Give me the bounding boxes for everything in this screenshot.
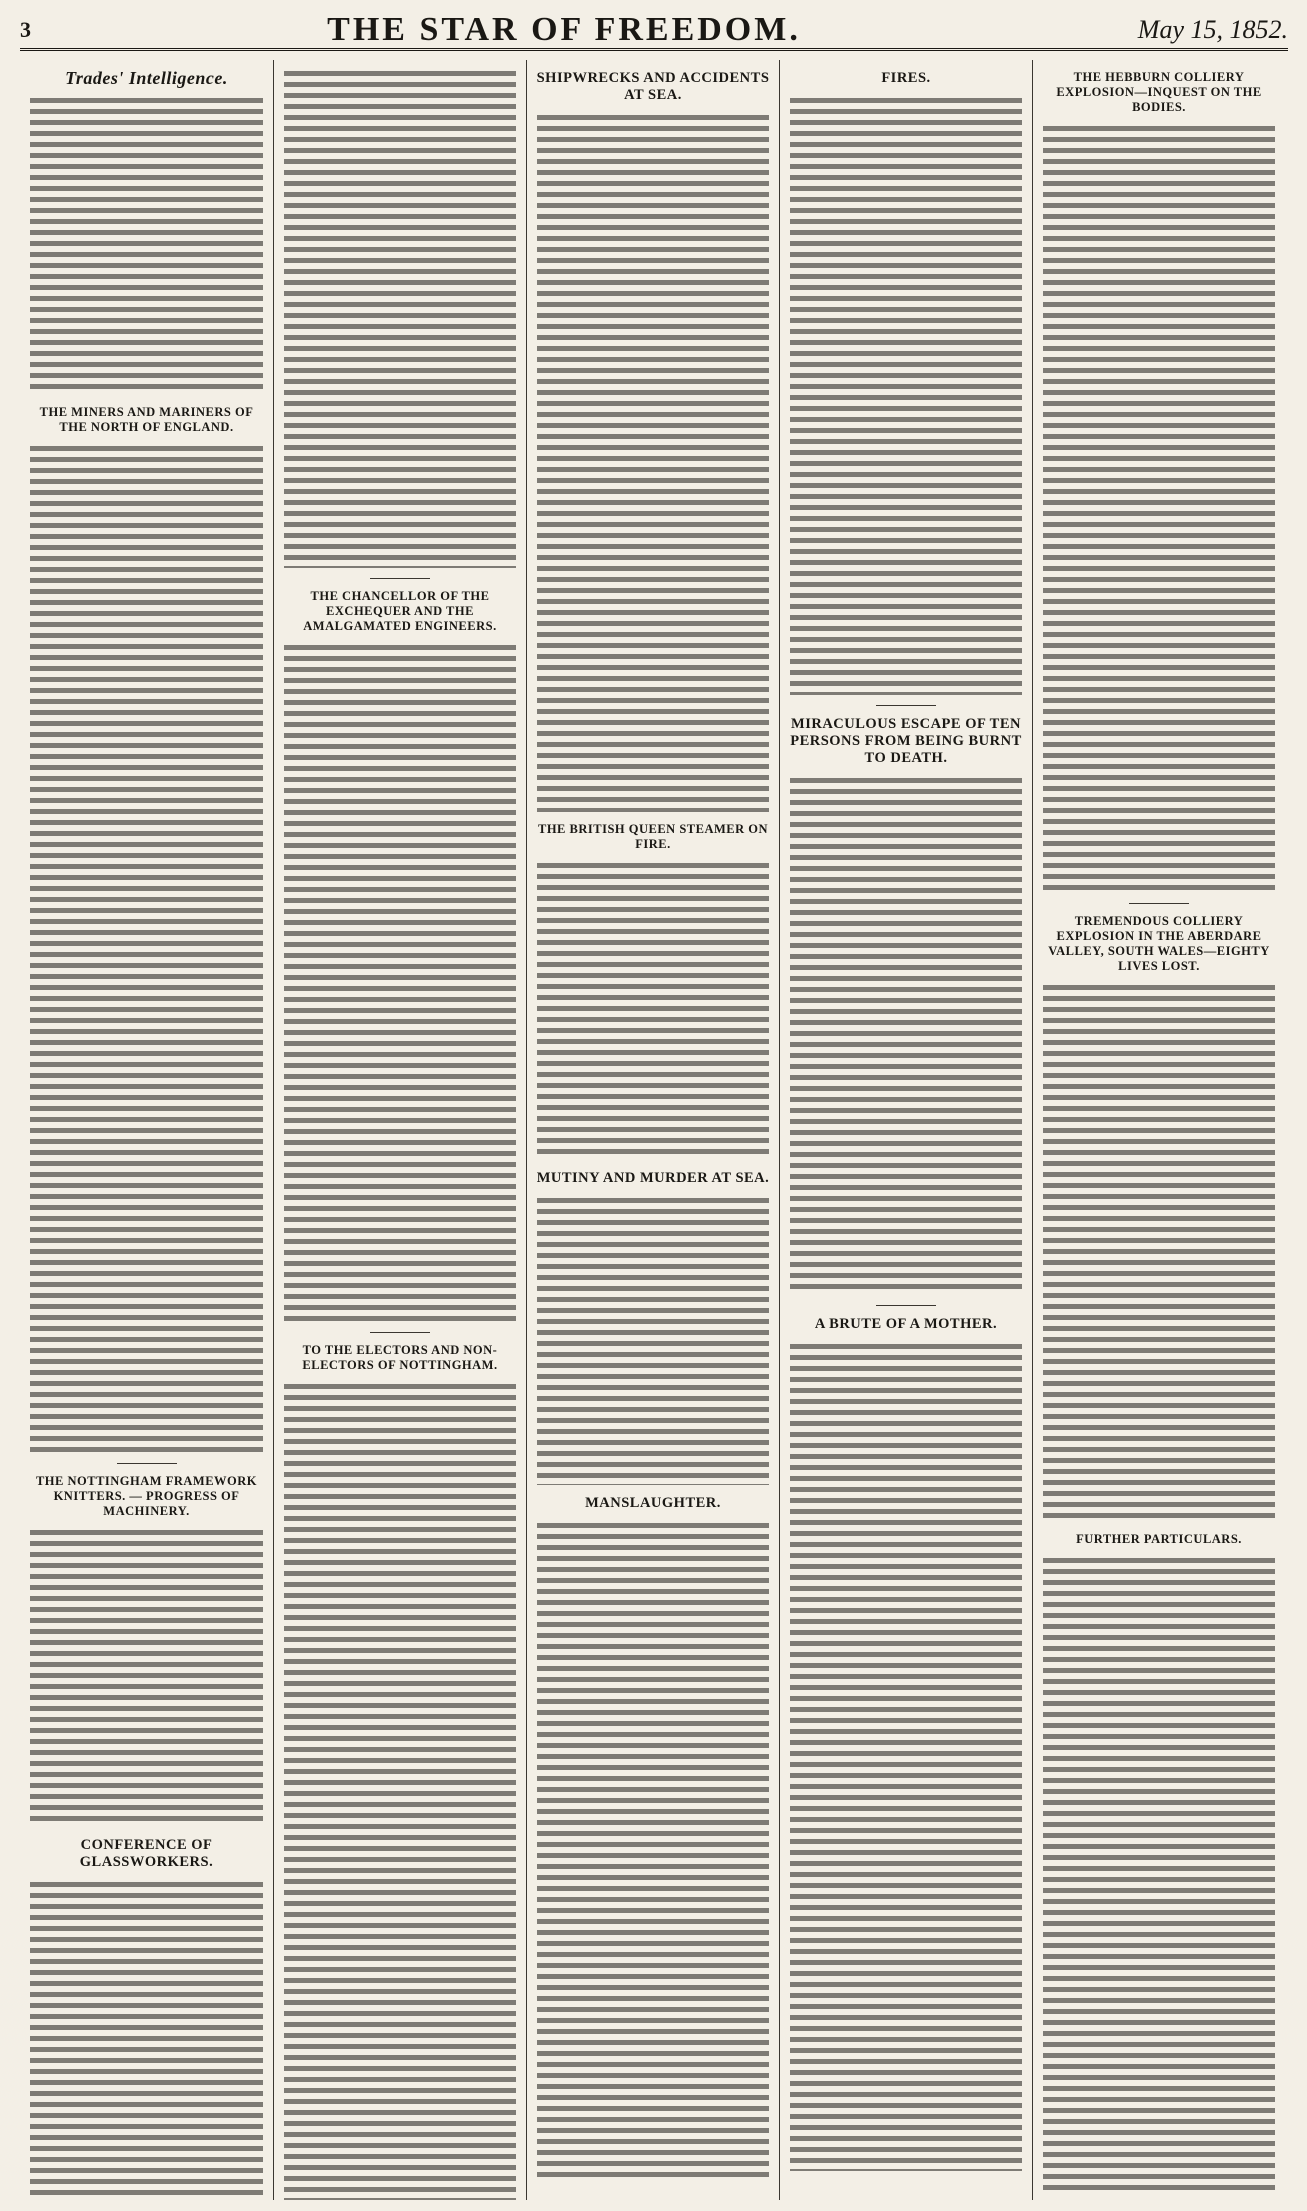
columns bbox=[20, 60, 1288, 2200]
divider bbox=[1129, 903, 1189, 904]
article-text bbox=[537, 112, 769, 812]
column-4 bbox=[779, 60, 1032, 2200]
page-number: 3 bbox=[20, 17, 31, 42]
divider bbox=[876, 705, 936, 706]
article-text bbox=[284, 642, 516, 1322]
masthead bbox=[20, 12, 1288, 51]
article-heading: MIRACULOUS ESCAPE OF TEN PERSONS FROM BEING BURNT TO DEATH. bbox=[790, 716, 1022, 766]
article-heading: TREMENDOUS COLLIERY EXPLOSION IN THE ABERDARE VALLEY, SOUTH WALES—EIGHTY LIVES LOST. bbox=[1048, 914, 1270, 973]
article-heading: MUTINY AND MURDER AT SEA. bbox=[536, 1170, 770, 1186]
newspaper-title: THE STAR OF FREEDOM. bbox=[327, 11, 801, 48]
column-1 bbox=[20, 60, 273, 2200]
article-heading: THE NOTTINGHAM FRAMEWORK KNITTERS. — PROGRESS OF MACHINERY. bbox=[35, 1474, 258, 1518]
article-text bbox=[790, 775, 1022, 1295]
article-text bbox=[30, 1879, 263, 2200]
article-text bbox=[537, 1195, 769, 1485]
article-text bbox=[1043, 982, 1275, 1522]
article-text bbox=[790, 1341, 1022, 2171]
divider bbox=[370, 578, 430, 579]
article-heading: SHIPWRECKS AND ACCIDENTS AT SEA. bbox=[536, 70, 770, 103]
article-text bbox=[30, 95, 263, 395]
article-heading: MANSLAUGHTER. bbox=[585, 1495, 721, 1511]
article-text bbox=[1043, 123, 1275, 893]
article-text bbox=[30, 443, 263, 1453]
article-heading: THE MINERS AND MARINERS OF THE NORTH OF ENGLAND. bbox=[39, 405, 254, 434]
article-heading: FURTHER PARTICULARS. bbox=[1076, 1532, 1242, 1546]
article-text bbox=[284, 68, 516, 568]
article-heading: TO THE ELECTORS AND NON-ELECTORS OF NOTTINGHAM. bbox=[302, 1343, 498, 1372]
article-text bbox=[30, 1527, 263, 1827]
divider bbox=[370, 1332, 430, 1333]
article-text bbox=[537, 1520, 769, 2180]
article-heading: CONFERENCE OF GLASSWORKERS. bbox=[79, 1837, 214, 1870]
article-heading: THE CHANCELLOR OF THE EXCHEQUER AND THE AMALGAMATED ENGINEERS. bbox=[303, 589, 497, 633]
article-heading: THE BRITISH QUEEN STEAMER ON FIRE. bbox=[537, 822, 769, 851]
article-text bbox=[537, 860, 769, 1160]
article-text bbox=[1043, 1555, 1275, 2195]
divider bbox=[876, 1305, 936, 1306]
issue-date: May 15, 1852. bbox=[1137, 15, 1288, 44]
article-heading: A BRUTE OF A MOTHER. bbox=[814, 1316, 998, 1332]
column-2 bbox=[273, 60, 526, 2200]
article-heading: THE HEBBURN COLLIERY EXPLOSION—INQUEST ON THE BODIES. bbox=[1056, 70, 1262, 114]
section-heading-trades-intelligence: Trades' Intelligence. bbox=[65, 68, 228, 88]
divider bbox=[117, 1463, 177, 1464]
article-text bbox=[790, 95, 1022, 695]
column-5 bbox=[1032, 60, 1285, 2200]
article-text bbox=[284, 1381, 516, 2200]
article-heading: FIRES. bbox=[881, 70, 931, 86]
column-3 bbox=[526, 60, 779, 2200]
